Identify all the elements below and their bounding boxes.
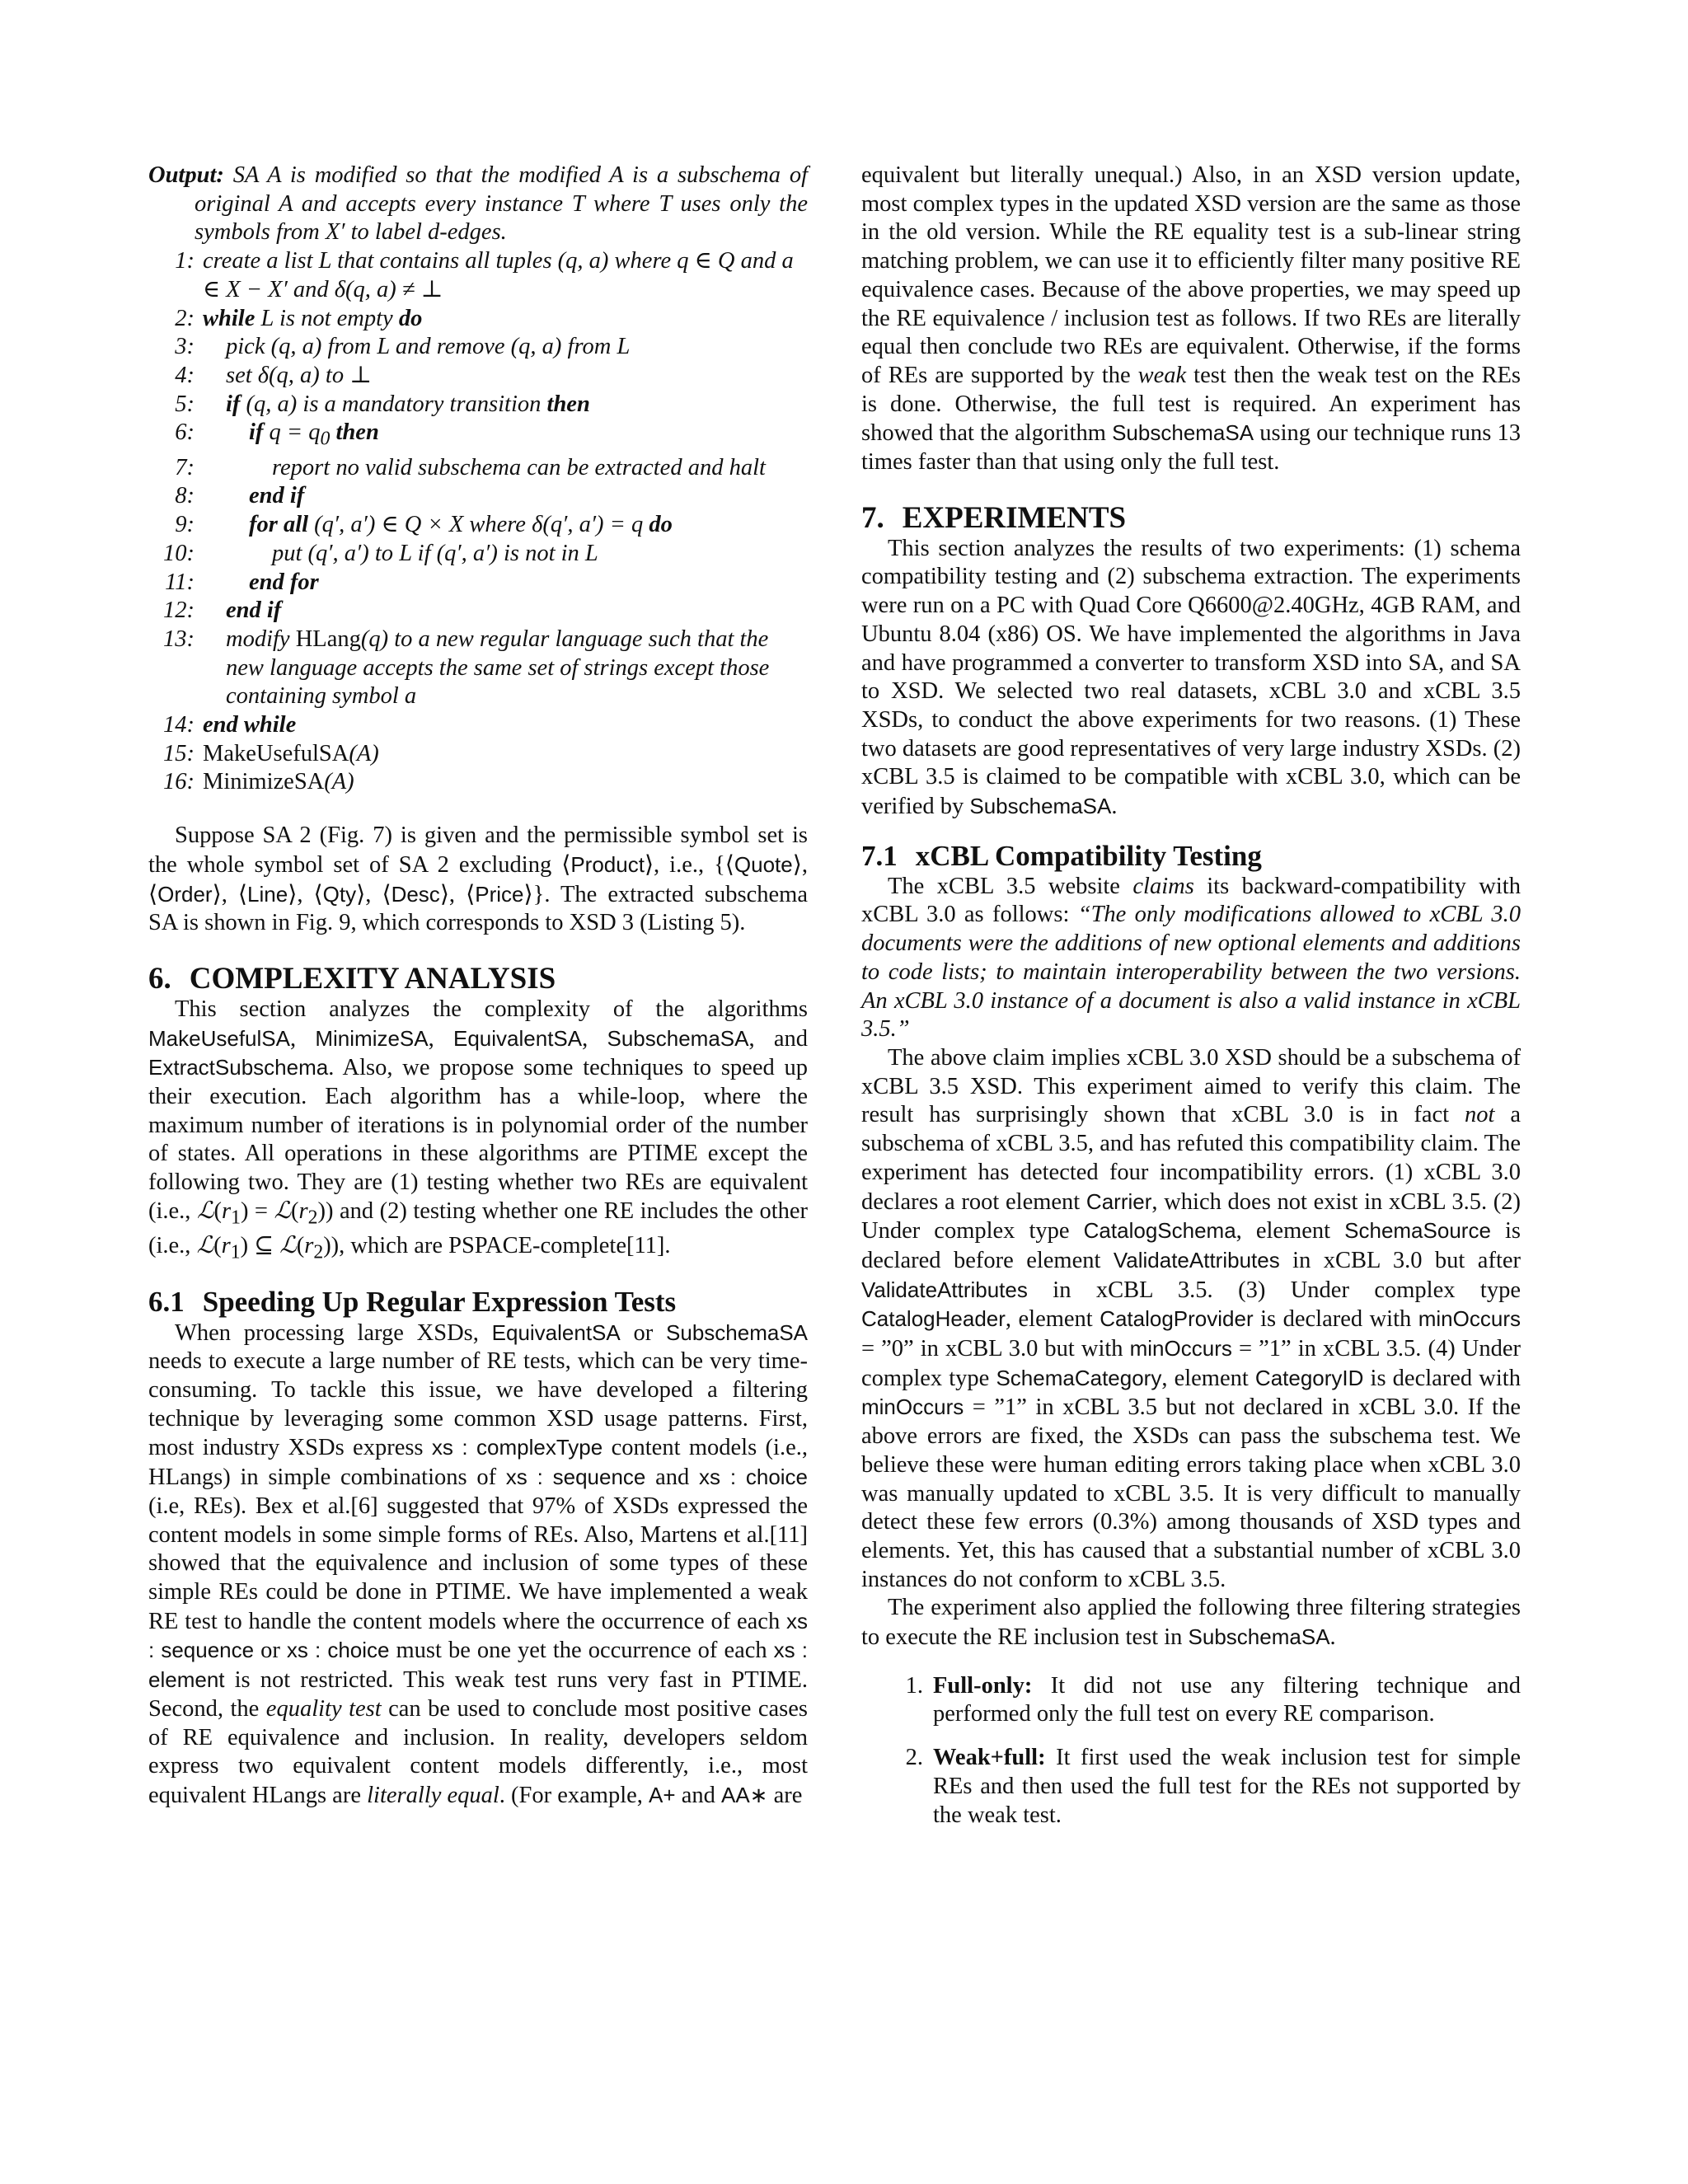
line-text: report no valid subschema can be extracted and halt	[272, 454, 766, 480]
strategy-body	[933, 1744, 1521, 1830]
left-paragraph-1: Suppose SA 2 (Fig. 7) is given and the permissible symbol set is the whole symbol set of SA 2 excluding ⟨Product⟩, i.e., {⟨Quote⟩, ⟨Order⟩, ⟨Line⟩, ⟨Qty⟩, ⟨Desc⟩, ⟨Price⟩}. The extracted subschema SA is shown in Fig. 9, which corresponds to XSD 3 (Listing 5).	[148, 823, 808, 936]
algorithm-line	[148, 333, 808, 362]
algorithm-line	[148, 454, 808, 483]
strategy-label: Weak+full:	[933, 1745, 1046, 1771]
line-number: 5:	[175, 391, 195, 417]
line-text: end if	[226, 598, 282, 624]
right-column	[861, 162, 1521, 1844]
output-label: Output:	[148, 162, 224, 188]
line-number: 11:	[165, 569, 195, 595]
algorithm-line	[148, 711, 808, 740]
section-6-1-paragraph: When processing large XSDs, EquivalentSA or SubschemaSA needs to execute a large number of RE tests, which can be very time-consuming. To tackle this issue, we have developed a filtering technique by leveraging some common XSD usage patterns. First, most industry XSDs express xs : complexType content models (i.e., HLangs) in simple combinations of xs : sequence and xs : choice (i.e, REs). Bex et al.[6] suggested that 97% of XSDs expressed the content models in some simple forms of REs. Also, Martens et al.[11] showed that the equivalence and inclusion of some types of these simple REs could be done in PTIME. We have implemented a weak RE test to handle the content models where the occurrence of each xs : sequence or xs : choice must be one yet the occurrence of each xs : element is not restricted. This weak test runs very fast in PTIME. Second, the equality test can be used to conclude most positive cases of RE equivalence and inclusion. In reality, developers seldom express two equivalent content models differently, i.e., most equivalent HLangs are literally equal. (For example, A+ and AA∗ are	[148, 1319, 809, 1808]
line-text: put (q′, a′) to L if (q′, a′) is not in L	[272, 540, 598, 566]
algorithm-line	[148, 540, 808, 569]
strategy-text: It first used the weak inclusion test for simple REs and then used the full test for the REs not supported by the weak test.	[933, 1745, 1521, 1828]
line-number: 14:	[163, 712, 195, 738]
left-column	[148, 162, 808, 1811]
line-text: pick (q, a) from L and remove (q, a) from L	[226, 334, 631, 360]
algorithm-line	[148, 740, 808, 769]
strategy-text: It did not use any filtering technique and performed only the full test on every RE comparison.	[933, 1672, 1521, 1727]
algorithm-line	[148, 247, 808, 304]
line-number: 16:	[163, 769, 195, 795]
line-number: 4:	[175, 362, 195, 388]
line-number: 15:	[163, 740, 195, 766]
algorithm-line	[148, 362, 808, 391]
line-text: end for	[249, 569, 319, 595]
algorithm-line	[148, 768, 808, 797]
algorithm-block	[148, 162, 808, 797]
line-text: end if	[249, 483, 305, 509]
strategy-item	[861, 1672, 1521, 1729]
algorithm-line	[148, 305, 808, 334]
section-6-paragraph: This section analyzes the complexity of the algorithms MakeUsefulSA, MinimizeSA, EquivalentSA, SubschemaSA, and ExtractSubschema. Also, we propose some techniques to speed up their execution. Each algorithm has a while-loop, where the maximum number of iterations is in polynomial order of the number of states. All operations in these algorithms are PTIME except the following two. They are (1) testing whether two REs are equivalent (i.e., $ℒ(r_1)$ = $ℒ(r_2)$) and (2) testing whether one RE includes the other (i.e., $ℒ(r_1)$ ⊆ $ℒ(r_2)$), which are PSPACE-complete[11].	[148, 996, 809, 1263]
output-text: SA A is modified so that the modified A is a subschema of original A and accepts every instance T where T uses only the symbols from X′ to label d-edges.	[195, 162, 808, 246]
line-text: if $q = q_0$ then	[249, 419, 379, 451]
algorithm-line	[148, 597, 808, 626]
algorithm-line	[148, 569, 808, 598]
line-text: for all (q′, a′) ∈ Q × X where δ(q′, a′) = q do	[249, 512, 673, 538]
line-text: set δ(q, a) to ⊥	[226, 362, 372, 388]
section-7-1-heading: 7.1 xCBL Compatibility Testing	[861, 839, 1262, 872]
algorithm-line	[148, 391, 808, 419]
line-text: end while	[203, 712, 297, 738]
strategy-number: 2.	[905, 1745, 923, 1771]
algorithm-line	[148, 419, 808, 453]
algorithm-line	[148, 511, 808, 540]
right-top-paragraph: equivalent but literally unequal.) Also, in an XSD version update, most complex types in the updated XSD version are the same as those in the old version. While the RE equality test is a sub-linear string matching problem, we can use it to efficiently filter many positive RE equivalence cases. Because of the above properties, we may speed up the RE equivalence / inclusion test as follows. If two REs are literally equal then conclude two REs are equivalent. Otherwise, if the forms of REs are supported by the weak test then the weak test on the REs is done. Otherwise, the full test is required. An experiment has showed that the algorithm SubschemaSA using our technique runs 13 times faster than that using only the full test.	[861, 162, 1521, 476]
line-number: 1:	[175, 248, 195, 274]
strategy-label: Full-only:	[933, 1672, 1033, 1699]
section-7-1-paragraph-3: The experiment also applied the following three filtering strategies to execute the RE inclusion test in SubschemaSA.	[861, 1595, 1521, 1651]
line-text: MinimizeSA(A)	[203, 769, 354, 795]
section-7-1-paragraph-1: The xCBL 3.5 website claims its backward-compatibility with xCBL 3.0 as follows: “The only modifications allowed to xCBL 3.0 documents were the additions of new optional elements and additions to code lists; to maintain interoperability between the two versions. An xCBL 3.0 instance of a document is also a valid instance in xCBL 3.5.”	[861, 873, 1521, 1043]
line-number: 7:	[175, 454, 195, 480]
section-7-paragraph: This section analyzes the results of two experiments: (1) schema compatibility testing and (2) subschema extraction. The experiments were run on a PC with Quad Core Q6600@2.40GHz, 4GB RAM, and Ubuntu 8.04 (x86) OS. We have implemented the algorithms in Java and have programmed a converter to transform XSD into SA, and SA to XSD. We selected two real datasets, xCBL 3.0 and xCBL 3.5 XSDs, to conduct the above experiments for two reasons. (1) These two datasets are good representatives of very large industry XSDs. (2) xCBL 3.5 is claimed to be compatible with xCBL 3.0, which can be verified by SubschemaSA.	[861, 535, 1521, 820]
line-number: 12:	[163, 598, 195, 624]
algorithm-line	[148, 626, 808, 711]
line-text: while L is not empty do	[203, 305, 423, 331]
algorithm-line	[148, 482, 808, 511]
line-text: create a list L that contains all tuples (q, a) where q ∈ Q and a ∈ X − X′ and δ(q, a) ≠ ⊥	[203, 248, 794, 302]
algorithm-output	[148, 162, 808, 247]
line-number: 9:	[175, 512, 195, 538]
line-number: 6:	[175, 419, 195, 446]
section-6-heading: 6. COMPLEXITY ANALYSIS	[148, 961, 556, 996]
strategy-number: 1.	[905, 1672, 923, 1699]
section-6-1-heading: 6.1 Speeding Up Regular Expression Tests	[148, 1285, 677, 1318]
line-number: 10:	[163, 540, 195, 566]
strategy-list	[861, 1672, 1521, 1830]
line-text: MakeUsefulSA(A)	[203, 740, 379, 766]
section-7-heading: 7. EXPERIMENTS	[861, 500, 1127, 535]
line-text: modify HLang(q) to a new regular language such that the new language accepts the same set of strings except those containing symbol a	[226, 626, 770, 710]
section-7-1-paragraph-2: The above claim implies xCBL 3.0 XSD should be a subschema of xCBL 3.5 XSD. This experiment aimed to verify this claim. The result has surprisingly shown that xCBL 3.0 is in fact not a subschema of xCBL 3.5, and has refuted this compatibility claim. The experiment has detected four incompatibility errors. (1) xCBL 3.0 declares a root element Carrier, which does not exist in xCBL 3.5. (2) Under complex type CatalogSchema, element SchemaSource is declared before element ValidateAttributes in xCBL 3.0 but after ValidateAttributes in xCBL 3.5. (3) Under complex type CatalogHeader, element CatalogProvider is declared with minOccurs = ”0” in xCBL 3.0 but with minOccurs = ”1” in xCBL 3.5. (4) Under complex type SchemaCategory, element CategoryID is declared with minOccurs = ”1” in xCBL 3.5 but not declared in xCBL 3.0. If the above errors are fixed, the XSDs can pass the subschema test. We believe these were human editing errors taking place when xCBL 3.0 was manually updated to xCBL 3.5. It is very difficult to manually detect these few errors (0.3%) among thousands of XSD types and elements. Yet, this has caused that a substantial number of xCBL 3.0 instances do not conform to xCBL 3.5.	[861, 1044, 1522, 1592]
line-number: 3:	[175, 334, 195, 360]
line-number: 8:	[175, 483, 195, 509]
algorithm-lines	[148, 247, 808, 797]
line-text: if (q, a) is a mandatory transition then	[226, 391, 590, 417]
line-number: 2:	[175, 305, 195, 331]
strategy-body	[933, 1672, 1521, 1729]
strategy-item	[861, 1744, 1521, 1830]
line-number: 13:	[163, 626, 195, 652]
